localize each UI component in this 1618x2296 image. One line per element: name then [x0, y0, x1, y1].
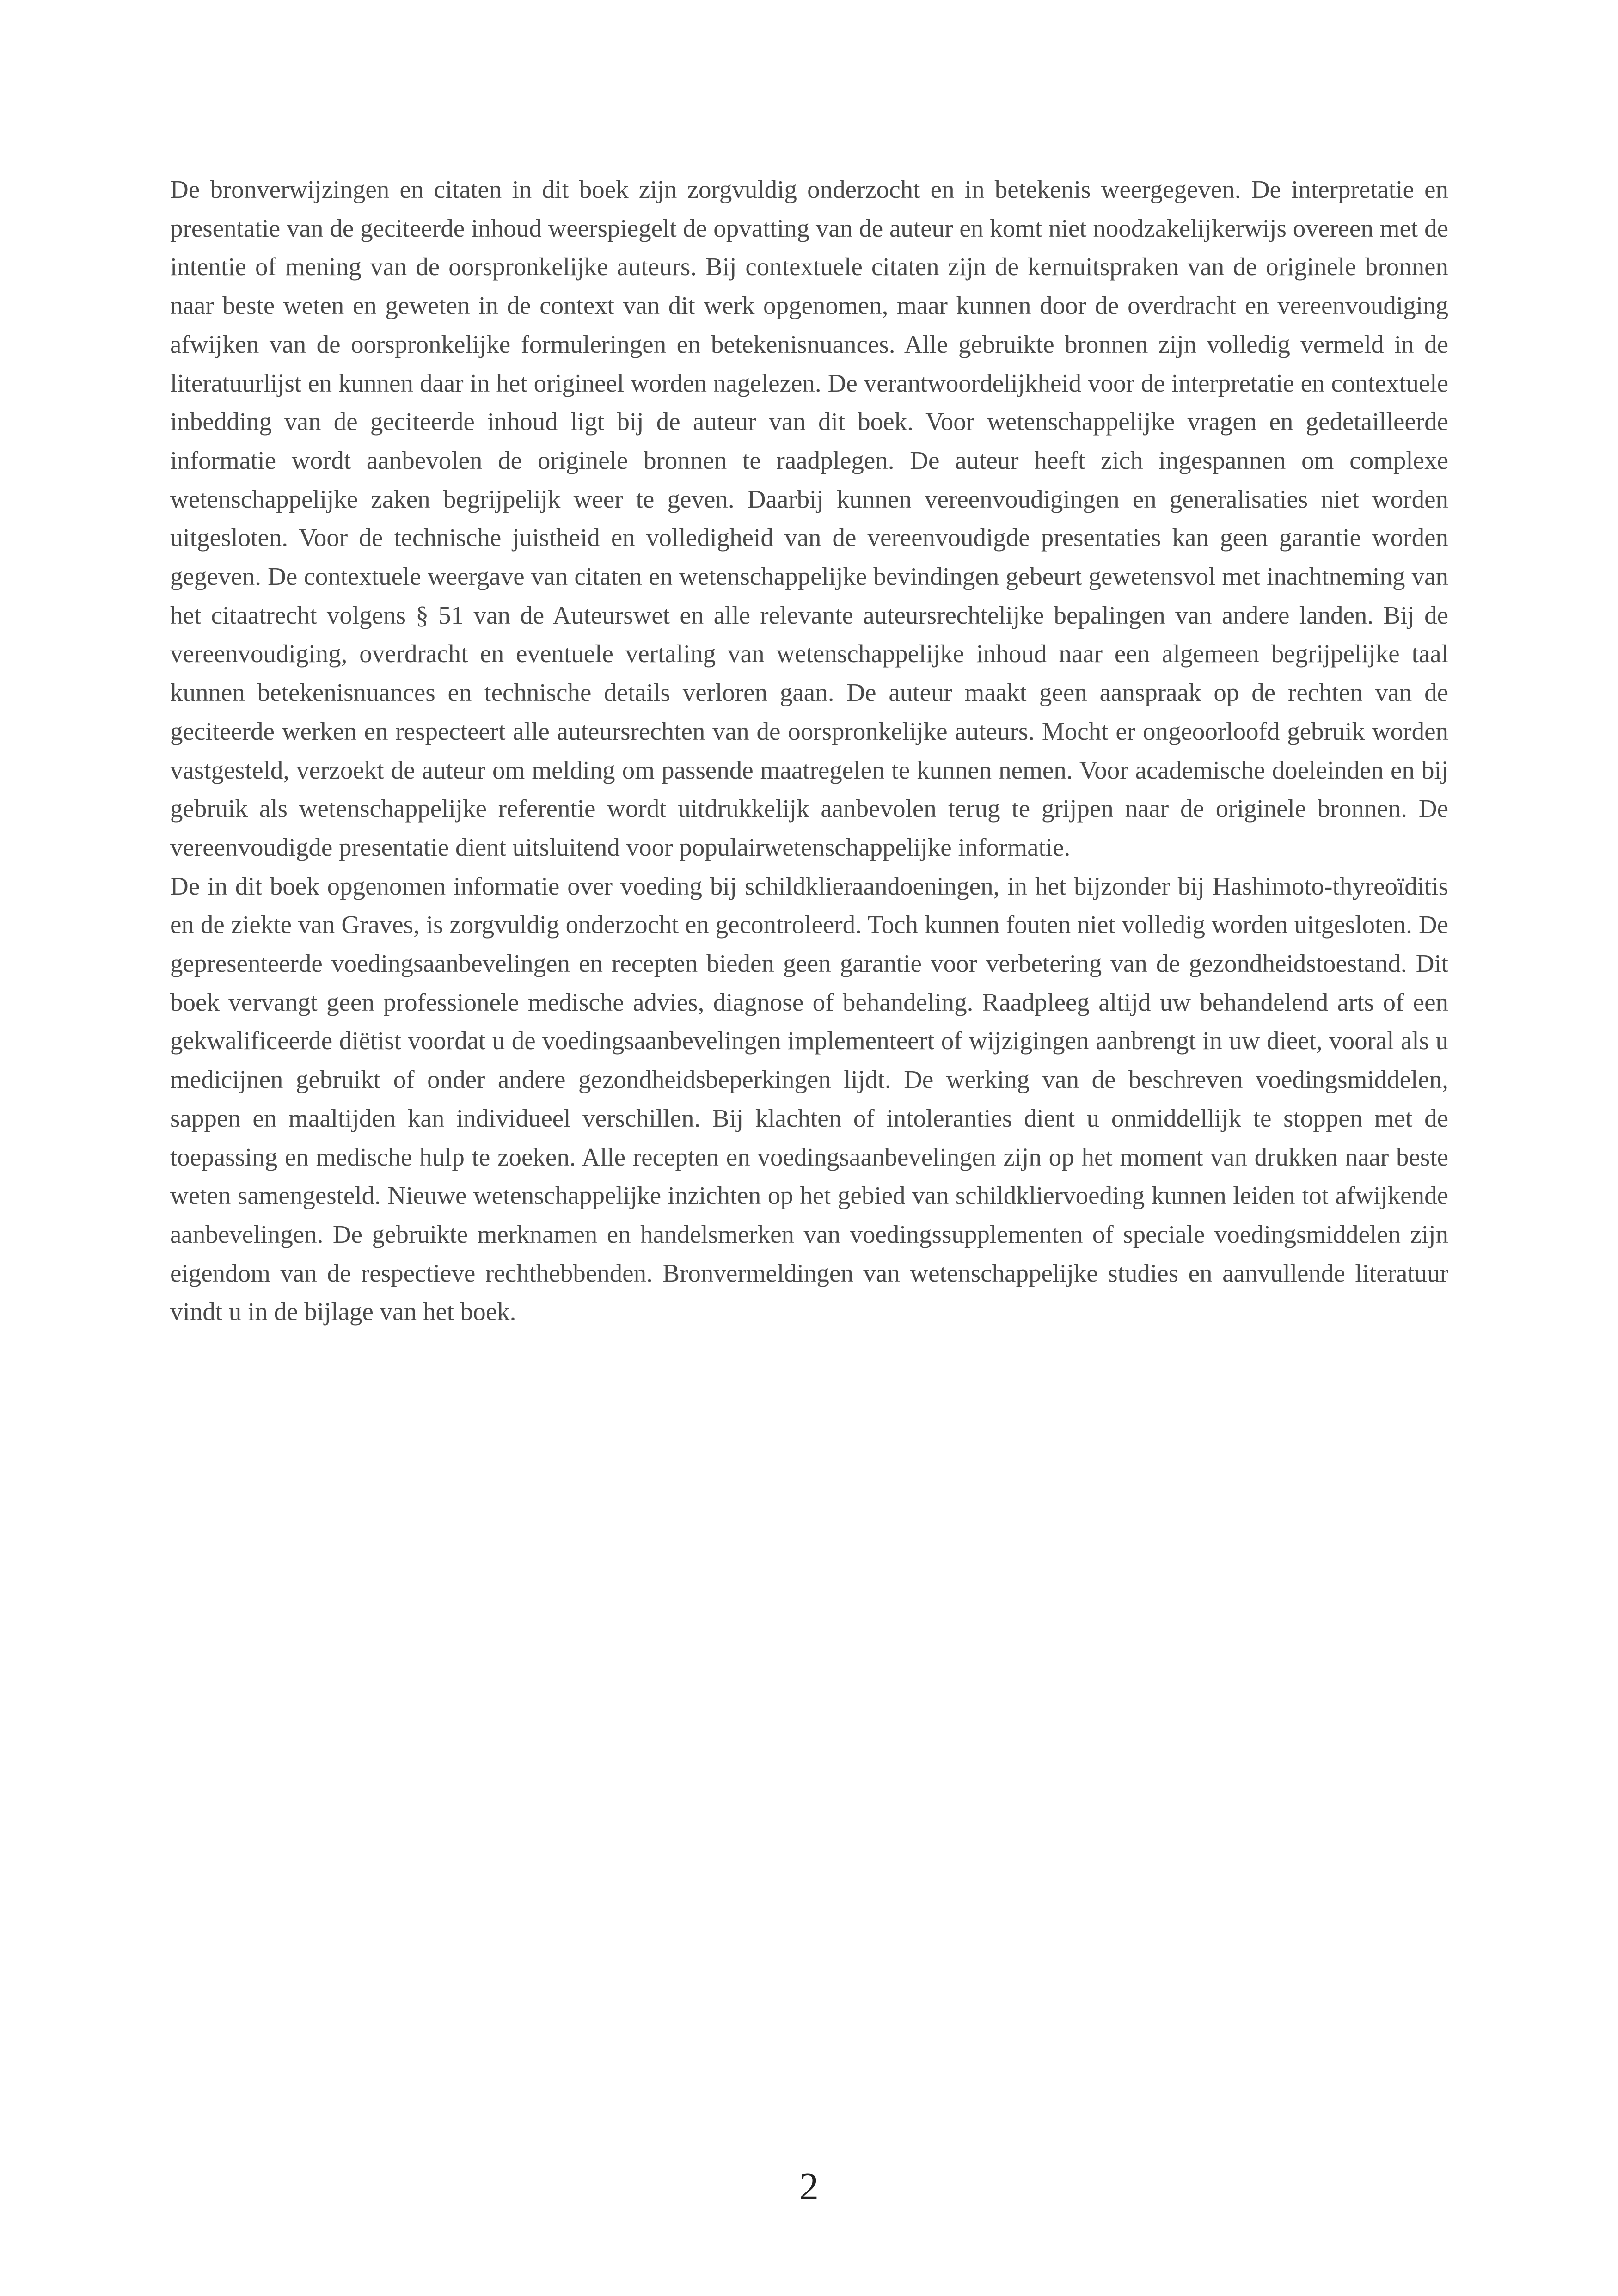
disclaimer-paragraph-sources: De bronverwijzingen en citaten in dit boek zijn zorgvuldig onderzocht en in betekenis weergegeven. De interpretatie en presentatie van de geciteerde inhoud weerspiegelt de opvatting van de auteur en komt niet noodzakelijkerwijs overeen met de intentie of mening van de oorspronkelijke auteurs. Bij contextuele citaten zijn de kernuitspraken van de originele bronnen naar beste weten en geweten in de context van dit werk opgenomen, maar kunnen door de overdracht en vereenvoudiging afwijken van de oorspronkelijke formuleringen en betekenisnuances. Alle gebruikte bronnen zijn volledig vermeld in de literatuurlijst en kunnen daar in het origineel worden nagelezen. De verantwoordelijkheid voor de interpretatie en contextuele inbedding van de geciteerde inhoud ligt bij de auteur van dit boek. Voor wetenschappelijke vragen en gedetailleerde informatie wordt aanbevolen de originele bronnen te raadplegen. De auteur heeft zich ingespannen om complexe wetenschappelijke zaken begrijpelijk weer te geven. Daarbij kunnen vereenvoudigingen en generalisaties niet worden uitgesloten. Voor de technische juistheid en volledigheid van de vereenvoudigde presentaties kan geen garantie worden gegeven. De contextuele weergave van citaten en wetenschappelijke bevindingen gebeurt gewetensvol met inachtneming van het citaatrecht volgens § 51 van de Auteurswet en alle relevante auteursrechtelijke bepalingen van andere landen. Bij de vereenvoudiging, overdracht en eventuele vertaling van wetenschappelijke inhoud naar een algemeen begrijpelijke taal kunnen betekenisnuances en technische details verloren gaan. De auteur maakt geen aanspraak op de rechten van de geciteerde werken en respecteert alle auteursrechten van de oorspronkelijke auteurs. Mocht er ongeoorloofd gebruik worden vastgesteld, verzoekt de auteur om melding om passende maatregelen te kunnen nemen. Voor academische doeleinden en bij gebruik als wetenschappelijke referentie wordt uitdrukkelijk aanbevolen terug te grijpen naar de originele bronnen. De vereenvoudigde presentatie dient uitsluitend voor populairwetenschappelijke informatie. [170, 175, 1448, 861]
disclaimer-paragraph-nutrition: De in dit boek opgenomen informatie over voeding bij schildklieraandoeningen, in het bijzonder bij Hashimoto-thyreoïditis en de ziekte van Graves, is zorgvuldig onderzocht en gecontroleerd. Toch kunnen fouten niet volledig worden uitgesloten. De gepresenteerde voedingsaanbevelingen en recepten bieden geen garantie voor verbetering van de gezondheidstoestand. Dit boek vervangt geen professionele medische advies, diagnose of behandeling. Raadpleeg altijd uw behandelend arts of een gekwalificeerde diëtist voordat u de voedingsaanbevelingen implementeert of wijzigingen aanbrengt in uw dieet, vooral als u medicijnen gebruikt of onder andere gezondheidsbeperkingen lijdt. De werking van de beschreven voedingsmiddelen, sappen en maaltijden kan individueel verschillen. Bij klachten of intoleranties dient u onmiddellijk te stoppen met de toepassing en medische hulp te zoeken. Alle recepten en voedingsaanbevelingen zijn op het moment van drukken naar beste weten samengesteld. Nieuwe wetenschappelijke inzichten op het gebied van schildkliervoeding kunnen leiden tot afwijkende aanbevelingen. De gebruikte merknamen en handelsmerken van voedingssupplementen of speciale voedingsmiddelen zijn eigendom van de respectieve rechthebbenden. Bronvermeldingen van wetenschappelijke studies en aanvullende literatuur vindt u in de bijlage van het boek. [170, 872, 1448, 1326]
disclaimer-text [170, 170, 1448, 1331]
page-number: 2 [799, 2165, 819, 2208]
